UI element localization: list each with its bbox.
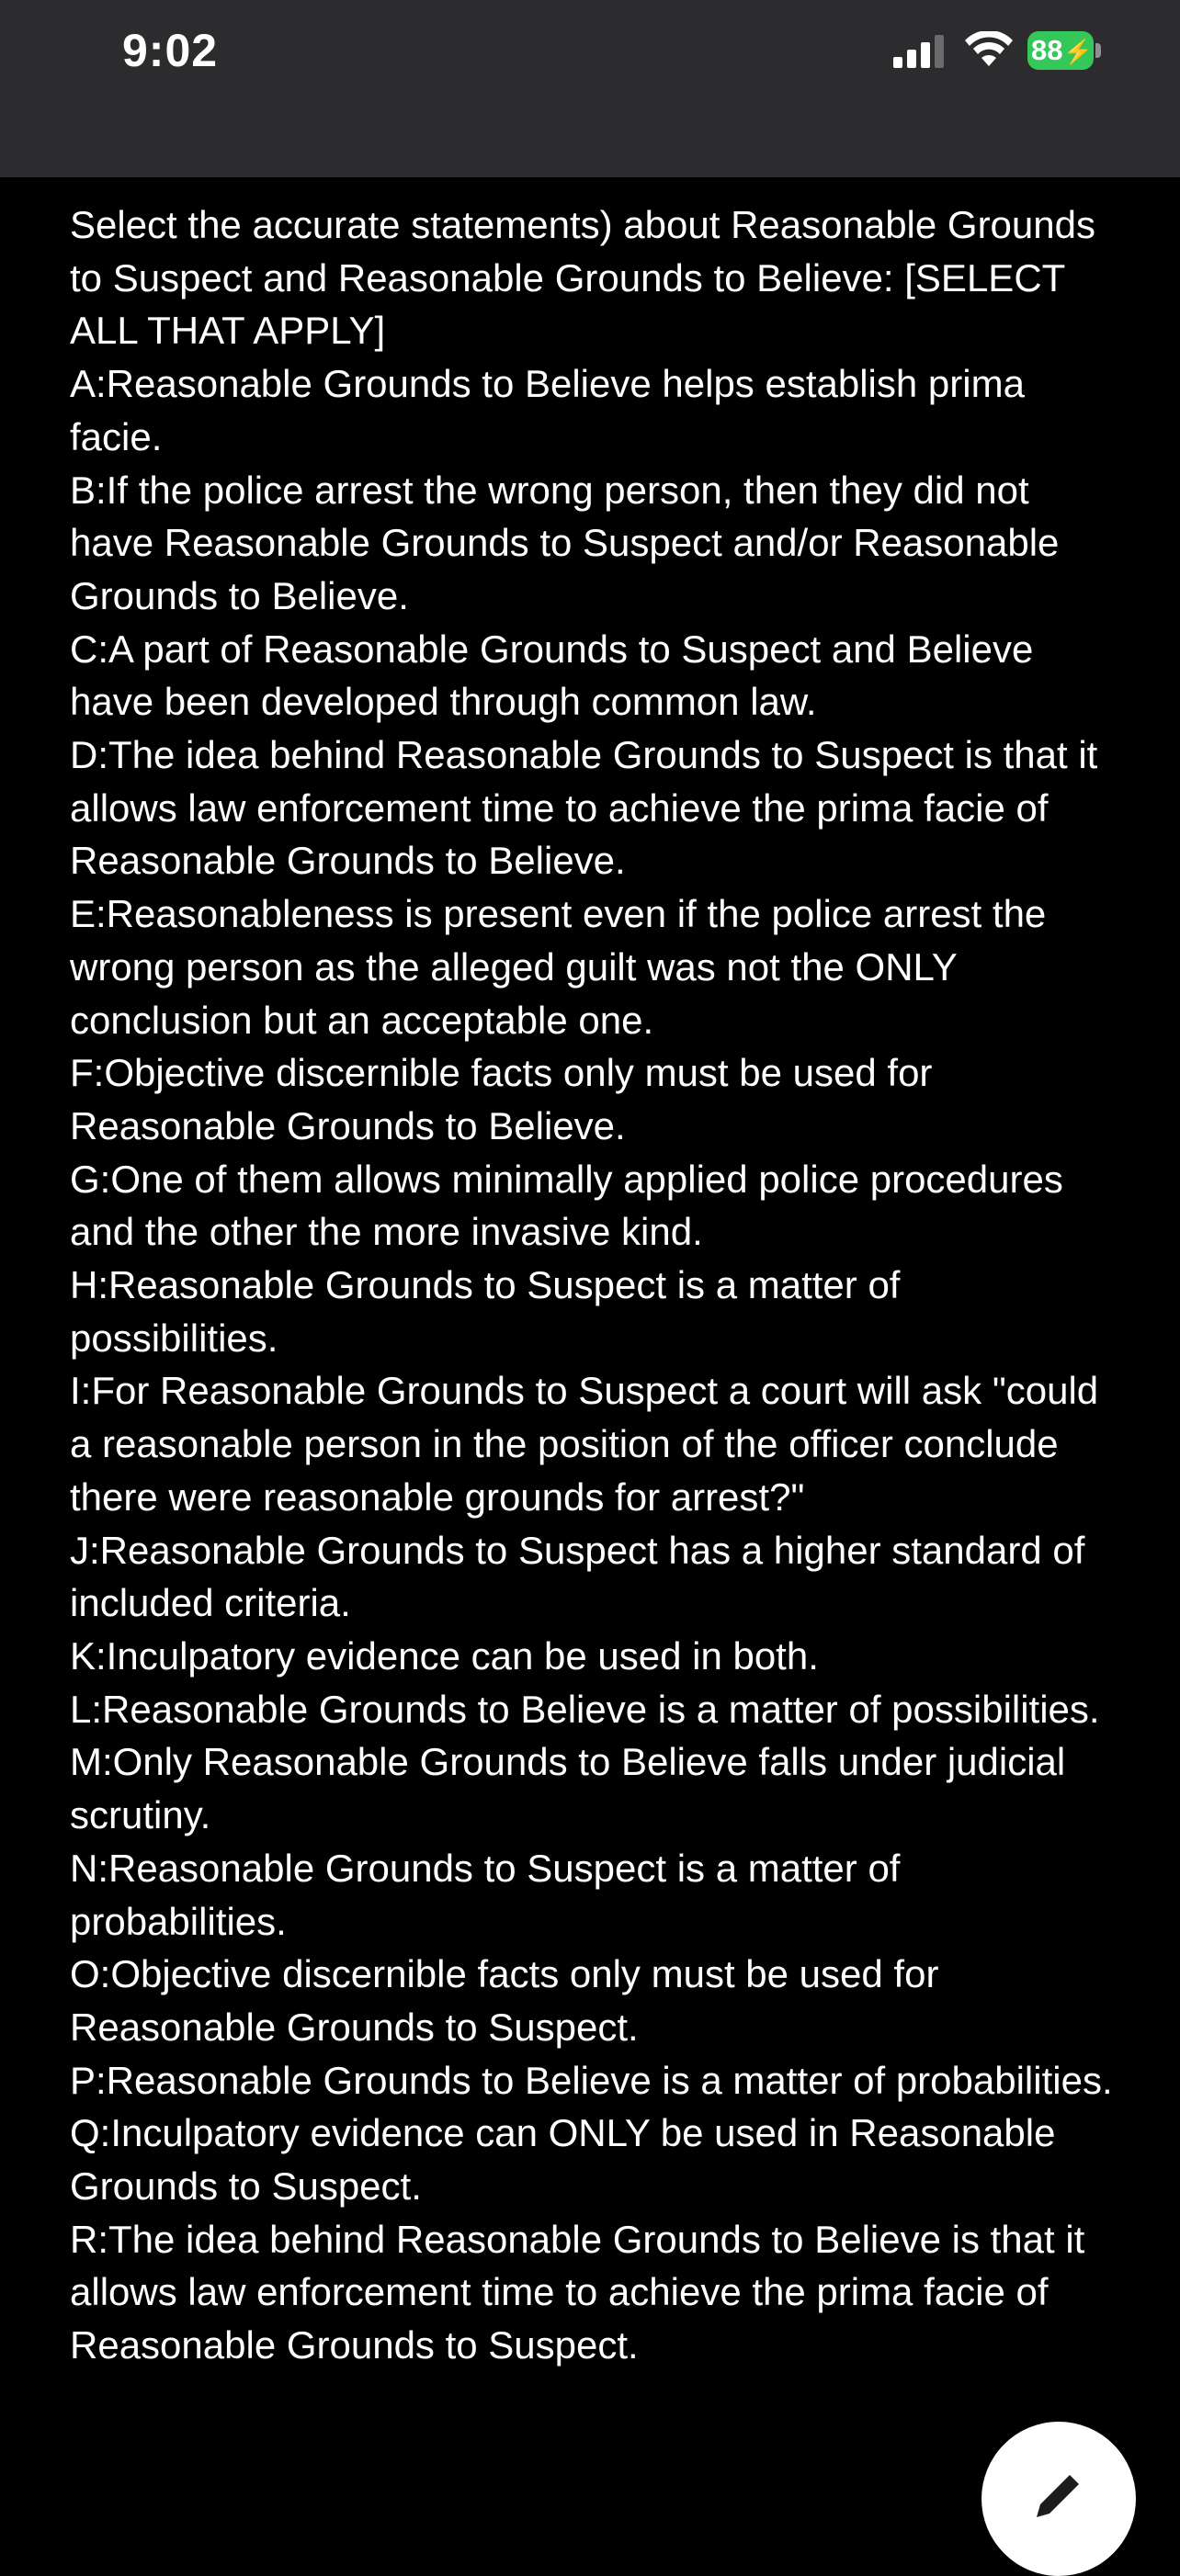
- option-d: D:The idea behind Reasonable Grounds to Suspect is that it allows law enforcement time to achieve the prima facie of Reasonable Grounds to Believe.: [70, 733, 1098, 883]
- option-a: A:Reasonable Grounds to Believe helps establish prima facie.: [70, 362, 1025, 458]
- option-l: L:Reasonable Grounds to Believe is a matter of possibilities.: [70, 1687, 1100, 1731]
- option-o: O:Objective discernible facts only must be used for Reasonable Grounds to Suspect.: [70, 1952, 939, 2049]
- option-e: E:Reasonableness is present even if the police arrest the wrong person as the alleged guilt was not the ONLY conclusion but an acceptable one.: [70, 892, 1047, 1042]
- wifi-icon: [965, 31, 1013, 68]
- option-n: N:Reasonable Grounds to Suspect is a matter of probabilities.: [70, 1846, 901, 1943]
- pencil-icon: [1029, 2466, 1088, 2525]
- option-k: K:Inculpatory evidence can be used in both.: [70, 1633, 819, 1678]
- option-p: P:Reasonable Grounds to Believe is a matter of probabilities.: [70, 2058, 1113, 2102]
- option-b: B:If the police arrest the wrong person, then they did not have Reasonable Grounds to Suspect and/or Reasonable Grounds to Believe.: [70, 468, 1060, 617]
- option-j: J:Reasonable Grounds to Suspect has a higher standard of included criteria.: [70, 1528, 1085, 1625]
- option-f: F:Objective discernible facts only must be used for Reasonable Grounds to Believe.: [70, 1051, 933, 1147]
- option-i: I:For Reasonable Grounds to Suspect a court will ask "could a reasonable person in the position of the officer conclude there were reasonable grounds for arrest?": [70, 1369, 1099, 1519]
- status-bar: [0, 0, 1180, 177]
- option-q: Q:Inculpatory evidence can ONLY be used in Reasonable Grounds to Suspect.: [70, 2111, 1056, 2209]
- battery-level: [1027, 31, 1094, 70]
- battery-charging-icon: [1027, 31, 1101, 70]
- charging-bolt-icon: ⚡: [1062, 38, 1093, 65]
- cellular-signal-icon: [893, 35, 947, 68]
- option-m: M:Only Reasonable Grounds to Believe falls under judicial scrutiny.: [70, 1740, 1066, 1837]
- option-g: G:One of them allows minimally applied police procedures and the other the more invasive kind.: [70, 1157, 1063, 1254]
- battery-tip: [1095, 43, 1101, 58]
- edit-fab-button[interactable]: [981, 2422, 1136, 2576]
- option-c: C:A part of Reasonable Grounds to Suspect and Believe have been developed through common law.: [70, 627, 1034, 724]
- question-prompt: Select the accurate statements) about Reasonable Grounds to Suspect and Reasonable Grounds to Believe: [SELECT ALL THAT APPLY]: [70, 203, 1095, 353]
- question-content: [70, 198, 1118, 2372]
- option-h: H:Reasonable Grounds to Suspect is a matter of possibilities.: [70, 1263, 901, 1360]
- battery-level-text: 88: [1031, 34, 1063, 66]
- option-r: R:The idea behind Reasonable Grounds to Believe is that it allows law enforcement time to achieve the prima facie of Reasonable Grounds to Suspect.: [70, 2217, 1085, 2367]
- status-time: 9:02: [122, 25, 219, 76]
